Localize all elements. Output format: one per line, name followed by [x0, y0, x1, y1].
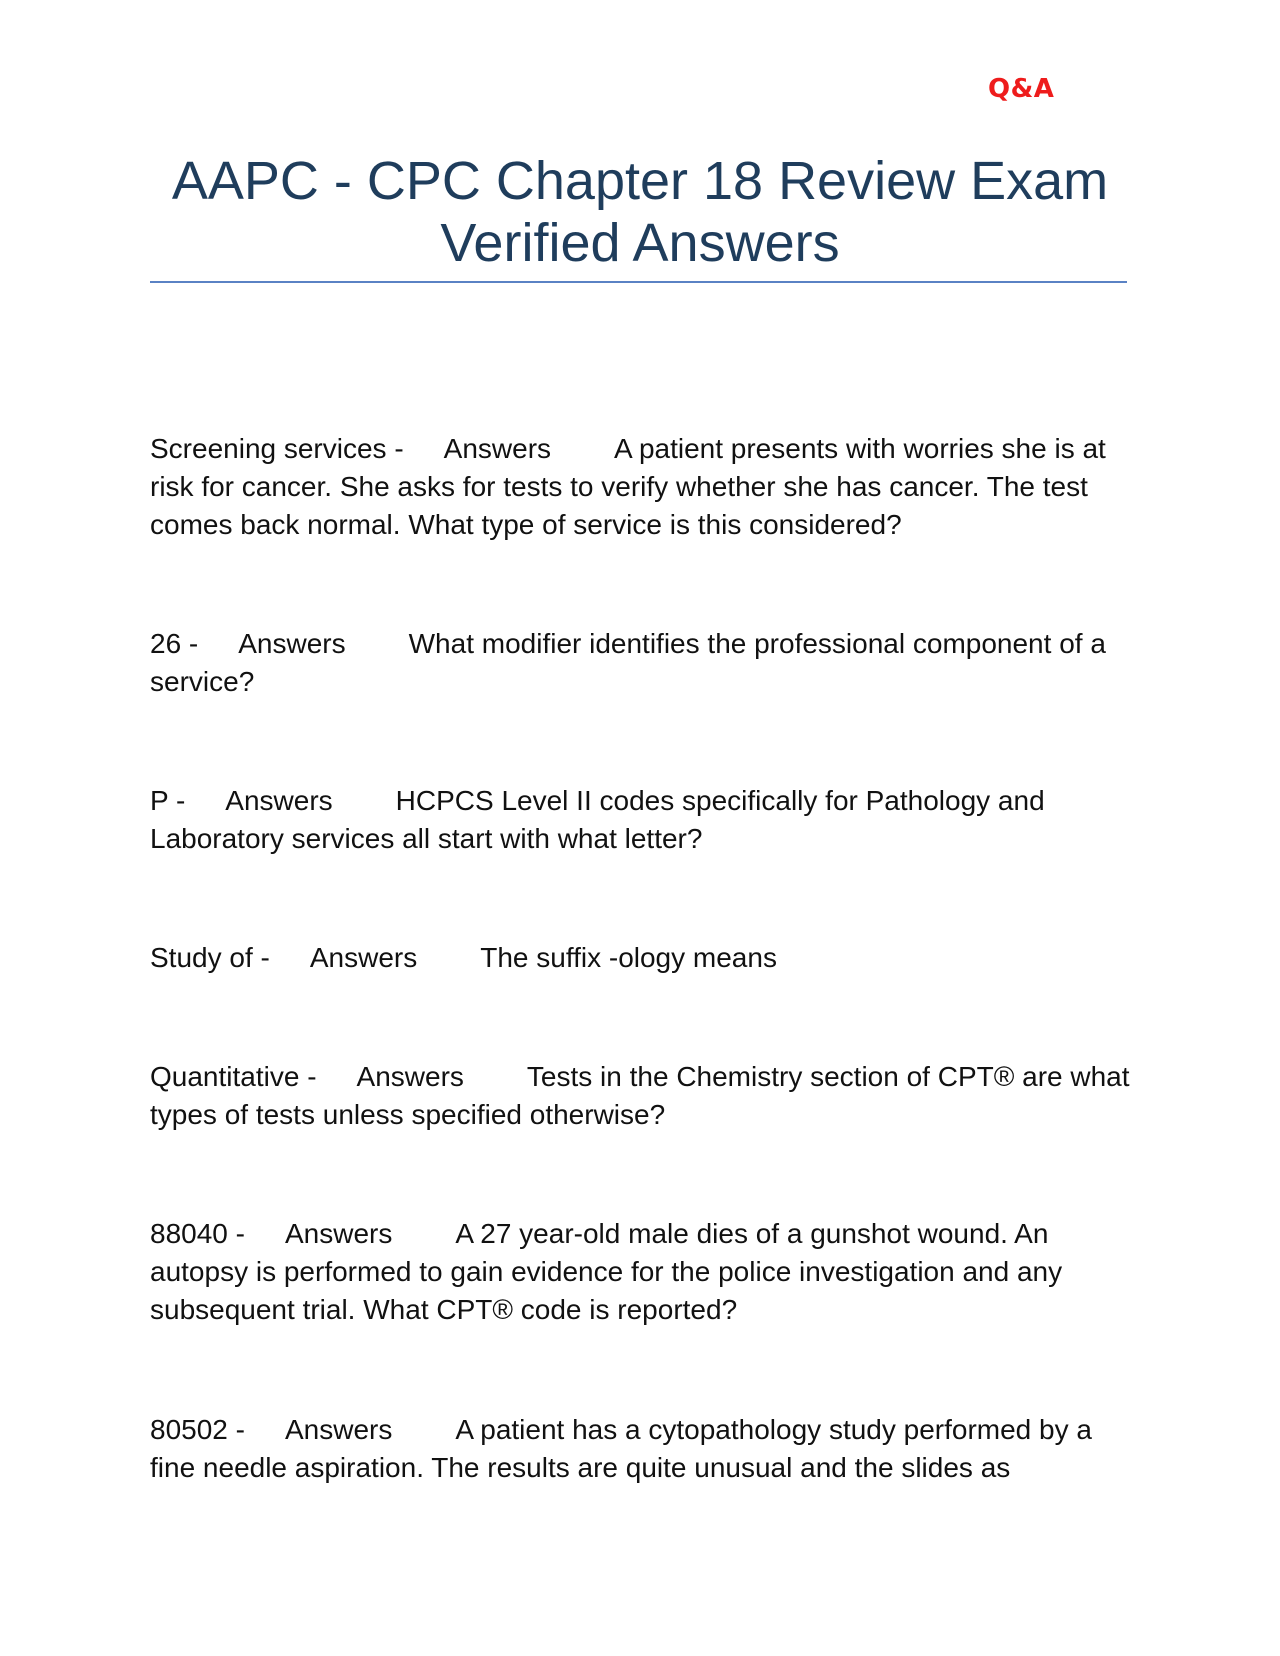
answers-label: Answers [284, 1414, 393, 1445]
question-text: A patient presents with worries she is at risk for cancer. She asks for tests to verify whether she has cancer. The test comes back normal. What type of service is this considered? [150, 433, 1106, 540]
title-divider [150, 281, 1127, 283]
qa-item [150, 1215, 1130, 1329]
qa-item [150, 939, 1130, 977]
qa-item [150, 1411, 1130, 1487]
question-text: The suffix -ology means [480, 942, 777, 973]
title-line-2: Verified Answers [440, 213, 840, 273]
question-text: HCPCS Level II codes specifically for Pathology and Laboratory services all start with what letter? [150, 785, 1045, 854]
qa-item [150, 1058, 1130, 1134]
answer-text: Screening services - [150, 433, 404, 464]
title-line-1: AAPC - CPC Chapter 18 Review Exam [171, 151, 1109, 211]
answers-label: Answers [356, 1061, 464, 1092]
answer-text: 26 - [150, 628, 199, 659]
question-text: A patient has a cytopathology study performed by a fine needle aspiration. The results are quite unusual and the slides as [150, 1414, 1092, 1483]
answer-text: Quantitative - [150, 1061, 317, 1092]
answer-text: Study of - [150, 942, 270, 973]
answers-label: Answers [309, 942, 418, 973]
question-text: Tests in the Chemistry section of CPT® are what types of tests unless specified otherwise? [150, 1061, 1130, 1130]
answer-text: P - [150, 785, 186, 816]
answer-text: 80502 - [150, 1414, 245, 1445]
qa-badge: Q&A [988, 74, 1055, 104]
answers-label: Answers [225, 785, 333, 816]
page-title [150, 150, 1130, 274]
qa-item [150, 782, 1130, 858]
answers-label: Answers [443, 433, 552, 464]
question-text: What modifier identifies the professional component of a service? [150, 628, 1106, 697]
answers-label: Answers [238, 628, 346, 659]
answers-label: Answers [284, 1218, 393, 1249]
question-text: A 27 year-old male dies of a gunshot wound. An autopsy is performed to gain evidence for the police investigation and any subsequent trial. What CPT® code is reported? [150, 1218, 1063, 1325]
qa-item [150, 430, 1130, 544]
qa-item [150, 625, 1130, 701]
answer-text: 88040 - [150, 1218, 245, 1249]
